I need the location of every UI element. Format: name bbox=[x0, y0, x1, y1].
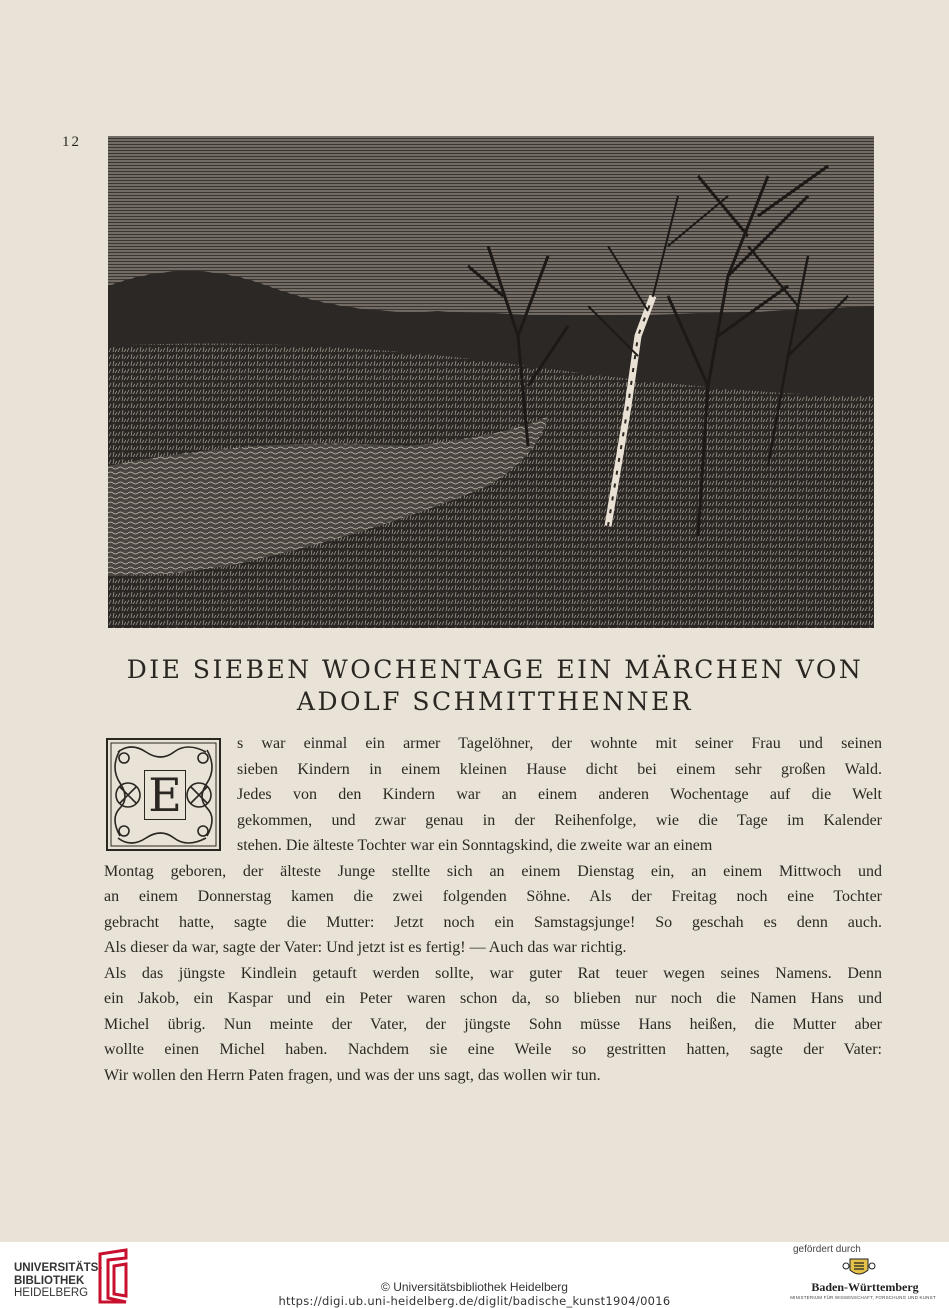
page-number: 12 bbox=[62, 134, 81, 150]
indented-line: sieben Kindern in einem kleinen Hause dicht bei einem sehr großen Wald. bbox=[237, 760, 882, 778]
indented-line: s war einmal ein armer Tagelöhner, der wohnte mit seiner Frau und seinen bbox=[237, 735, 882, 752]
footer-bar bbox=[0, 1242, 949, 1308]
article-body bbox=[104, 731, 882, 1088]
paragraph-2-line: Als das jüngste Kindlein getauft werden sollte, war guter Rat teuer wegen seines Namens. Denn bbox=[104, 964, 882, 982]
title-line-2: ADOLF SCHMITTHENNER bbox=[296, 687, 694, 716]
funder-name[interactable]: Baden-Württemberg bbox=[811, 1280, 919, 1294]
indented-line: stehen. Die älteste Tochter war ein Sonntagskind, die zweite war an einem bbox=[237, 837, 713, 854]
paragraph-1-line: an einem Donnerstag kamen die zwei folgenden Söhne. Als der Freitag noch eine Tochter bbox=[104, 888, 882, 905]
paragraph-1-continuation bbox=[104, 859, 882, 961]
article-title bbox=[100, 654, 890, 718]
paragraph-2-line: wollte einen Michel haben. Nachdem sie eine Weile so gestritten hatten, sagte der Vater: bbox=[104, 1041, 882, 1058]
indented-line: Jedes von den Kindern war an einem anderen Wochentage auf die Welt bbox=[237, 786, 882, 803]
paragraph-2-line: Wir wollen den Herrn Paten fragen, und was der uns sagt, das wollen wir tun. bbox=[104, 1066, 601, 1084]
copyright-notice: © Universitätsbibliothek Heidelberg bbox=[381, 1280, 568, 1294]
paragraph-2-line: ein Jakob, ein Kaspar und ein Peter waren schon da, so blieben nur noch die Namen Hans und bbox=[104, 990, 882, 1007]
indented-lines bbox=[237, 731, 882, 859]
library-name[interactable]: UNIVERSITÄTS- BIBLIOTHEK HEIDELBERG bbox=[14, 1262, 103, 1299]
paragraph-1-line: gebracht hatte, sagte die Mutter: Jetzt noch ein Samstagsjunge! So geschah es denn auch. bbox=[104, 913, 882, 931]
funder-subtitle: MINISTERIUM FÜR WISSENSCHAFT, FORSCHUNG UND KUNST bbox=[790, 1295, 936, 1300]
permalink-url[interactable]: https://digi.ub.uni-heidelberg.de/diglit/badische_kunst1904/0016 bbox=[278, 1294, 671, 1308]
paragraph-2-line: Michel übrig. Nun meinte der Vater, der jüngste Sohn müsse Hans heißen, die Mutter aber bbox=[104, 1015, 882, 1033]
drop-cap-letter: E bbox=[144, 770, 186, 820]
paragraph-2 bbox=[104, 961, 882, 1089]
funded-by-label: gefördert durch bbox=[793, 1244, 861, 1255]
paragraph-1-line: Montag geboren, der älteste Junge stellte sich an einem Dienstag ein, an einem Mittwoch und bbox=[104, 862, 882, 880]
landscape-artwork bbox=[108, 136, 874, 628]
woodcut-landscape-illustration bbox=[108, 136, 874, 628]
paragraph-1-line: Als dieser da war, sagte der Vater: Und jetzt ist es fertig! — Auch das war richtig. bbox=[104, 939, 627, 956]
state-coat-of-arms-icon[interactable] bbox=[842, 1256, 876, 1278]
title-line-1: DIE SIEBEN WOCHENTAGE EIN MÄRCHEN VON bbox=[126, 655, 864, 684]
indented-line: gekommen, und zwar genau in der Reihenfolge, wie die Tage im Kalender bbox=[237, 811, 882, 829]
